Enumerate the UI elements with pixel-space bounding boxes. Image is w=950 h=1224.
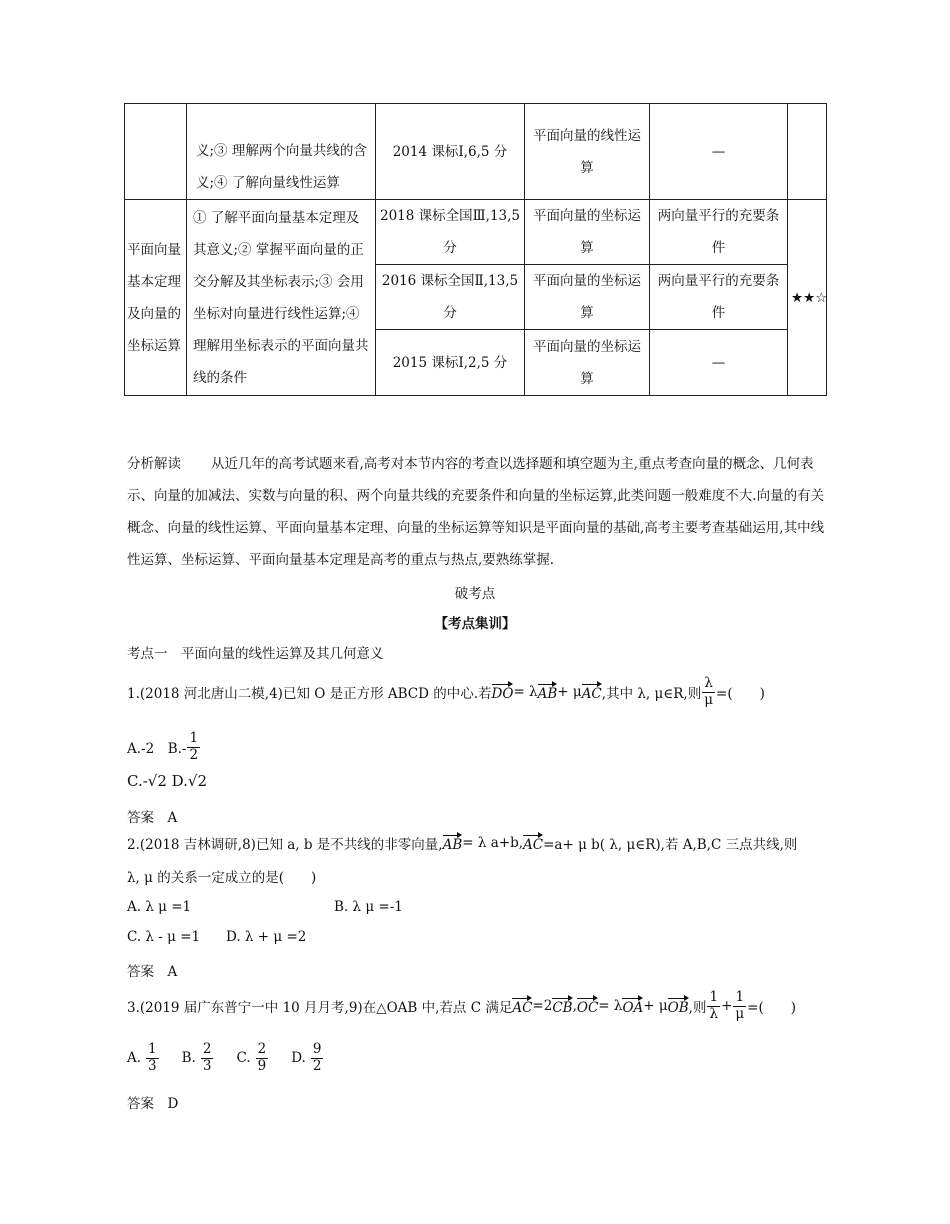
topic-cell-empty bbox=[125, 104, 187, 200]
related-cell: 两向量平行的充要条件 bbox=[650, 265, 788, 330]
knowledge-point-cell: 平面向量的坐标运算 bbox=[525, 200, 650, 265]
analysis-label: 分析解读 bbox=[127, 456, 181, 472]
exam-cell: 2016 课标全国Ⅱ,13,5 分 bbox=[376, 265, 525, 330]
stars-cell-empty bbox=[788, 104, 827, 200]
topic-cell: 平面向量基本定理及向量的坐标运算 bbox=[125, 200, 187, 396]
question-2-option-d: D. λ + μ =2 bbox=[226, 929, 307, 945]
difficulty-stars: ★★☆ bbox=[788, 200, 827, 396]
question-2-option-c: C. λ - μ =1 bbox=[127, 929, 201, 945]
question-2-stem-line2: λ, μ 的关系一定成立的是( ) bbox=[127, 870, 317, 886]
related-cell: — bbox=[650, 330, 788, 396]
subsection-title: 【考点集训】 bbox=[434, 616, 516, 632]
vector-OC: OC bbox=[577, 996, 598, 1016]
vector-AB: AB bbox=[538, 682, 558, 702]
exam-cell: 2014 课标Ⅰ,6,5 分 bbox=[376, 104, 525, 200]
analysis-text: 从近几年的高考试题来看,高考对本节内容的考查以选择题和填空题为主,重点考查向量的概念、几何表示、向量的加减法、实数与向量的积、两个向量共线的充要条件和向量的坐标运算,此类问题一般难度不大.向量的有关概念、向量的线性运算、平面向量基本定理、向量的坐标运算等知识是平面向量的基础,高考主要考查基础运用,其中线性运算、坐标运算、平面向量基本定理是高考的重点与热点,要熟练掌握. bbox=[127, 456, 825, 568]
section-title: 破考点 bbox=[454, 586, 496, 602]
question-1-stem: 1.(2018 河北唐山二模,4)已知 O 是正方形 ABCD 的中心.若 DO = λ AB + μ AC ,其中 λ, μ∈R,则 $\frac{\lambda}{\mu}$ =( ) bbox=[127, 675, 765, 708]
exam-cell: 2015 课标Ⅰ,2,5 分 bbox=[376, 330, 525, 396]
related-cell: 两向量平行的充要条件 bbox=[650, 200, 788, 265]
fraction-lambda-over-mu: $\frac{\lambda}{\mu}$ bbox=[704, 675, 714, 708]
question-2-option-a: A. λ μ =1 bbox=[127, 899, 192, 915]
topic-heading: 考点一 平面向量的线性运算及其几何意义 bbox=[127, 646, 384, 662]
fraction-option-d: $\frac{9}{2}$ bbox=[312, 1041, 322, 1074]
question-3-stem: 3.(2019 届广东普宁一中 10 月月考,9)在△OAB 中,若点 C 满足 AC =2 CB , OC = λ OA + μ OB ,则 $\frac{1}{\lambda}$ + $\frac{1}{\mu}$ =( ) bbox=[127, 989, 797, 1022]
exam-cell: 2018 课标全国Ⅲ,13,5 分 bbox=[376, 200, 525, 265]
vector-OB: OB bbox=[668, 996, 689, 1016]
vector-AC: AC bbox=[523, 833, 543, 853]
exam-table bbox=[124, 103, 827, 396]
question-1-options-ab: A.-2 B.- $\frac{1}{2}$ bbox=[127, 730, 199, 763]
requirement-cell: 义;③ 理解两个向量共线的含义;④ 了解向量线性运算 bbox=[187, 104, 376, 200]
question-1-answer: 答案 A bbox=[127, 810, 178, 826]
vector-CB: CB bbox=[552, 996, 572, 1016]
requirement-cell-2: ① 了解平面向量基本定理及其意义;② 掌握平面向量的正交分解及其坐标表示;③ 会用坐标对向量进行线性运算;④ 理解用坐标表示的平面向量共线的条件 bbox=[187, 200, 376, 396]
knowledge-point-cell: 平面向量的线性运算 bbox=[525, 104, 650, 200]
question-2-option-b: B. λ μ =-1 bbox=[334, 899, 403, 915]
question-2-answer: 答案 A bbox=[127, 964, 178, 980]
question-1-options-cd: C.-√2 D.√2 bbox=[127, 772, 208, 790]
vector-DO: DO bbox=[492, 682, 514, 702]
radical: √2 bbox=[147, 772, 167, 790]
fraction-option-c: $\frac{2}{9}$ bbox=[257, 1041, 267, 1074]
knowledge-point-cell: 平面向量的坐标运算 bbox=[525, 265, 650, 330]
related-cell: — bbox=[650, 104, 788, 200]
vector-OA: OA bbox=[622, 996, 643, 1016]
question-3-options: A. $\frac{1}{3}$ B. $\frac{2}{3}$ C. $\frac{2}{9}$ D. $\frac{9}{2}$ bbox=[127, 1041, 322, 1074]
analysis-paragraph bbox=[127, 448, 827, 576]
question-2-stem: 2.(2018 吉林调研,8)已知 a, b 是不共线的非零向量, AB = λ a+b, AC =a+ μ b( λ, μ∈R),若 A,B,C 三点共线,则 bbox=[127, 835, 798, 853]
fraction-option-a: $\frac{1}{3}$ bbox=[148, 1041, 157, 1074]
radical: √2 bbox=[187, 772, 208, 790]
vector-AB: AB bbox=[443, 833, 463, 853]
fraction-one-half: $\frac{1}{2}$ bbox=[189, 730, 199, 763]
knowledge-point-cell: 平面向量的坐标运算 bbox=[525, 330, 650, 396]
question-3-answer: 答案 D bbox=[127, 1096, 179, 1112]
vector-AC: AC bbox=[512, 996, 532, 1016]
fraction-option-b: $\frac{2}{3}$ bbox=[202, 1041, 212, 1074]
fraction-one-over-lambda: $\frac{1}{\lambda}$ bbox=[709, 989, 719, 1022]
fraction-one-over-mu: $\frac{1}{\mu}$ bbox=[735, 989, 745, 1022]
vector-AC: AC bbox=[582, 682, 602, 702]
